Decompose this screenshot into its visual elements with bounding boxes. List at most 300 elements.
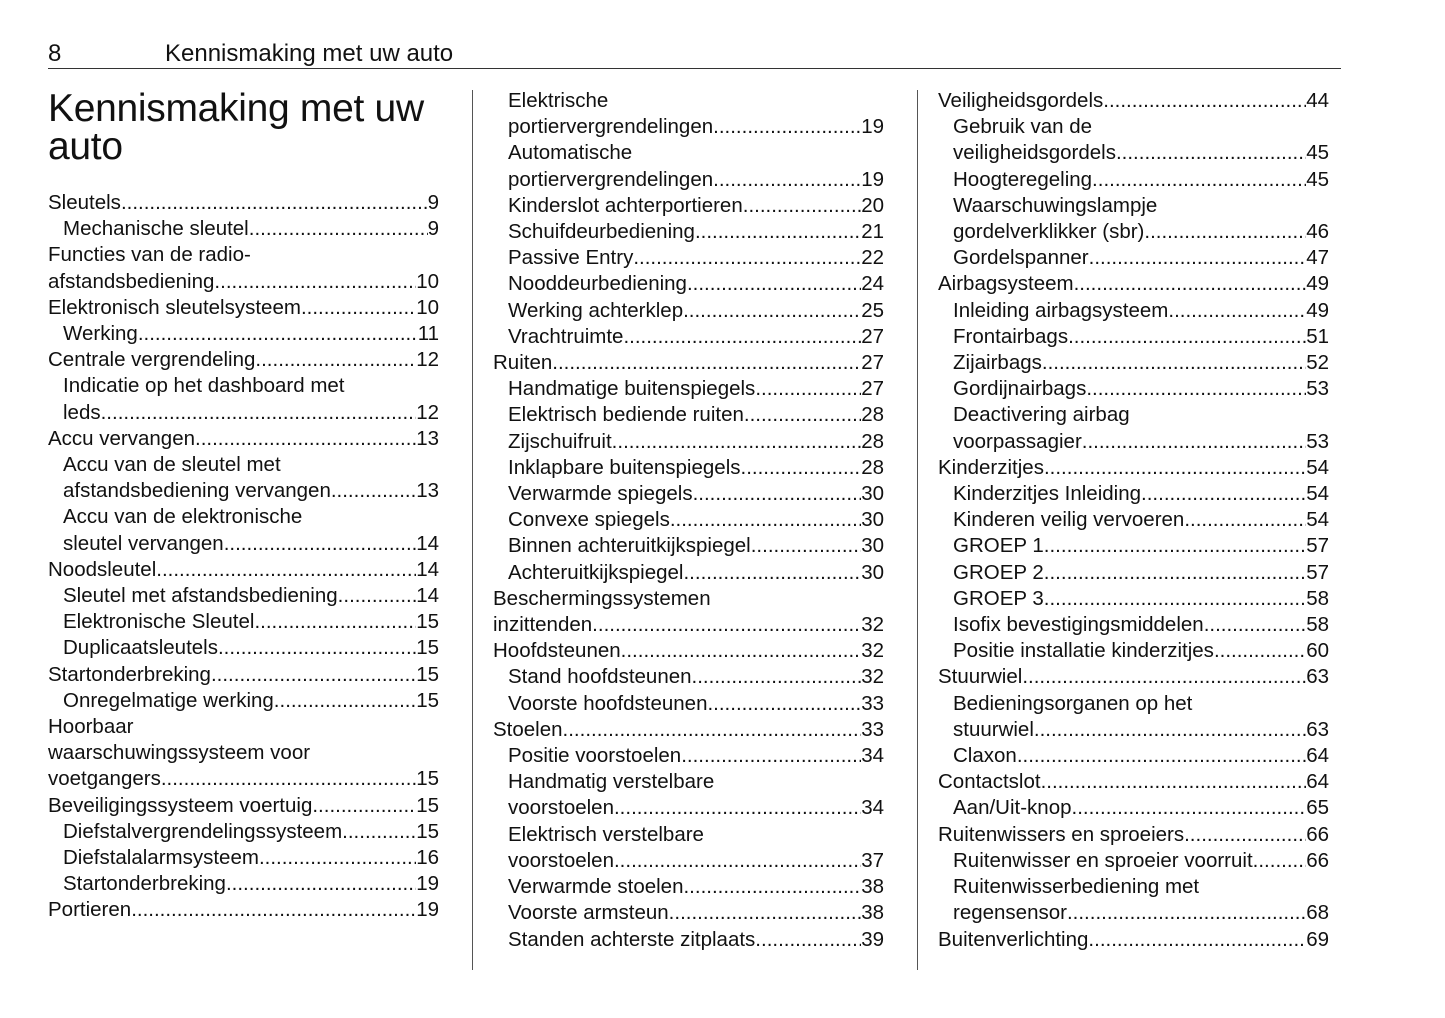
toc-entry[interactable] <box>493 324 884 350</box>
dot-leader <box>1092 167 1306 193</box>
toc-entry[interactable] <box>493 219 884 245</box>
toc-entry-row <box>508 167 884 193</box>
toc-entry-title: leds <box>63 400 101 424</box>
toc-entry-title: Claxon <box>953 744 1017 768</box>
toc-entry-row <box>953 429 1329 455</box>
toc-page-number: 34 <box>861 796 884 820</box>
dot-leader <box>1044 533 1306 559</box>
dot-leader <box>338 583 417 609</box>
toc-entry[interactable] <box>938 271 1329 297</box>
dot-leader <box>552 350 861 376</box>
toc-entry-row <box>953 481 1329 507</box>
dot-leader <box>342 819 416 845</box>
toc-page-number: 15 <box>416 767 439 791</box>
toc-entry-title: gordelverklikker (sbr) <box>953 220 1145 244</box>
toc-entry-row <box>953 298 1329 324</box>
toc-page-number: 25 <box>861 298 884 322</box>
toc-entry-row <box>48 557 439 583</box>
toc-column-3 <box>938 88 1329 953</box>
toc-entry[interactable] <box>48 609 439 635</box>
toc-entry-row <box>508 795 884 821</box>
toc-entry-row <box>63 400 439 426</box>
toc-entry[interactable] <box>493 350 884 376</box>
toc-page-number: 9 <box>427 191 439 214</box>
toc-page-number: 68 <box>1306 901 1329 925</box>
toc-entry-row <box>938 271 1329 297</box>
toc-entry-row <box>953 612 1329 638</box>
toc-entry[interactable] <box>48 426 439 452</box>
dot-leader <box>131 897 416 923</box>
toc-entry[interactable] <box>938 795 1329 821</box>
toc-entry-row <box>63 845 439 871</box>
toc-entry-row <box>508 743 884 769</box>
dot-leader <box>741 455 862 481</box>
toc-entry[interactable] <box>938 586 1329 612</box>
toc-page-number: 12 <box>416 348 439 372</box>
toc-entry[interactable] <box>938 533 1329 559</box>
toc-page-number: 33 <box>861 691 884 715</box>
toc-page-number: 45 <box>1306 167 1329 191</box>
toc-entry[interactable] <box>493 743 884 769</box>
toc-entry[interactable] <box>938 664 1329 690</box>
toc-entry[interactable] <box>48 583 439 609</box>
toc-entry-row <box>953 324 1329 350</box>
toc-entry-title: Schuifdeurbediening <box>508 220 695 244</box>
toc-entry[interactable] <box>493 560 884 586</box>
toc-entry[interactable] <box>493 402 884 428</box>
toc-entry-row <box>953 507 1329 533</box>
toc-entry-title: Buitenverlichting <box>938 927 1089 951</box>
dot-leader <box>224 531 417 557</box>
toc-entry[interactable] <box>48 897 439 923</box>
dot-leader <box>612 429 862 455</box>
toc-entry[interactable] <box>48 216 439 242</box>
dot-leader <box>623 324 861 350</box>
toc-page-number: 13 <box>416 479 439 503</box>
dot-leader <box>681 743 861 769</box>
toc-entry-row <box>48 793 439 819</box>
toc-entry[interactable] <box>493 586 884 638</box>
toc-page-number: 32 <box>861 665 884 689</box>
toc-entry-title: GROEP 1 <box>953 534 1044 558</box>
toc-entry-title: Mechanische sleutel <box>63 217 249 241</box>
dot-leader <box>695 219 861 245</box>
dot-leader <box>693 481 862 507</box>
dot-leader <box>214 269 416 295</box>
toc-entry[interactable] <box>938 298 1329 324</box>
dot-leader <box>249 216 428 242</box>
toc-entry-row <box>63 609 439 635</box>
toc-entry-text-line: Accu van de elektronische <box>63 505 303 529</box>
toc-entry[interactable] <box>493 874 884 900</box>
toc-entry[interactable] <box>493 140 884 192</box>
toc-entry[interactable] <box>938 638 1329 664</box>
toc-entry-title: Elektronische Sleutel <box>63 610 255 634</box>
toc-page-number: 53 <box>1306 429 1329 453</box>
toc-entry-row <box>508 324 884 350</box>
dot-leader <box>121 190 428 216</box>
toc-entry-title: Werking <box>63 322 138 346</box>
toc-entry[interactable] <box>48 321 439 347</box>
toc-entry[interactable] <box>493 429 884 455</box>
toc-entry-row <box>953 245 1329 271</box>
toc-page-number: 57 <box>1306 534 1329 558</box>
toc-entry-row <box>953 219 1329 245</box>
dot-leader <box>633 245 861 271</box>
toc-entry-row <box>508 402 884 428</box>
toc-entry-row <box>48 426 439 452</box>
toc-entry-title: Handmatige buitenspiegels <box>508 377 756 401</box>
toc-entry[interactable] <box>938 743 1329 769</box>
dot-leader <box>195 426 416 452</box>
toc-page-number: 10 <box>416 269 439 293</box>
toc-entry[interactable] <box>493 193 884 219</box>
toc-page-number: 19 <box>416 898 439 922</box>
toc-entry-title: Aan/Uit-knop <box>953 796 1072 820</box>
toc-entry-title: Ruiten <box>493 351 553 375</box>
running-header <box>48 40 1341 68</box>
toc-entry-row <box>493 638 884 664</box>
toc-entry-title: voorstoelen <box>508 796 614 820</box>
toc-entry-title: portiervergrendelingen <box>508 115 714 139</box>
toc-entry-title: Elektronisch sleutelsysteem <box>48 295 301 319</box>
dot-leader <box>255 347 416 373</box>
toc-entry-row <box>508 271 884 297</box>
toc-entry-title: Accu vervangen <box>48 426 196 450</box>
toc-entry[interactable] <box>938 402 1329 454</box>
toc-entry-title: voorstoelen <box>508 848 614 872</box>
toc-entry[interactable] <box>938 507 1329 533</box>
toc-entry[interactable] <box>938 822 1329 848</box>
toc-entry-row <box>508 874 884 900</box>
toc-entry-row <box>938 927 1329 953</box>
toc-entry-text-line: Indicatie op het dashboard met <box>63 374 345 398</box>
toc-entry-title: Werking achterklep <box>508 298 684 322</box>
toc-page-number: 38 <box>861 875 884 899</box>
toc-column-1 <box>48 88 439 924</box>
toc-entry[interactable] <box>938 691 1329 743</box>
toc-entry-title: inzittenden <box>493 613 593 637</box>
toc-entry[interactable] <box>938 769 1329 795</box>
dot-leader <box>254 609 416 635</box>
toc-entry[interactable] <box>493 245 884 271</box>
dot-leader <box>713 167 861 193</box>
toc-entry[interactable] <box>48 819 439 845</box>
toc-page-number: 34 <box>861 744 884 768</box>
toc-entry-row <box>63 635 439 661</box>
dot-leader <box>1034 717 1306 743</box>
dot-leader <box>755 927 861 953</box>
toc-entry[interactable] <box>938 612 1329 638</box>
toc-entry-row <box>48 662 439 688</box>
toc-entry[interactable] <box>938 481 1329 507</box>
toc-entry-title: Stand hoofdsteunen <box>508 665 692 689</box>
dot-leader <box>755 376 861 402</box>
toc-entry[interactable] <box>493 507 884 533</box>
toc-page-number: 14 <box>416 584 439 608</box>
toc-entry-row <box>63 321 439 347</box>
toc-page-number: 45 <box>1306 141 1329 165</box>
toc-page-number: 69 <box>1306 927 1329 951</box>
toc-page-number: 46 <box>1306 220 1329 244</box>
toc-page-number: 15 <box>416 610 439 634</box>
dot-leader <box>707 691 861 717</box>
toc-entry[interactable] <box>48 242 439 294</box>
toc-entry-title: Portieren <box>48 898 132 922</box>
toc-entry[interactable] <box>938 193 1329 245</box>
dot-leader <box>751 533 861 559</box>
toc-entry-row <box>508 429 884 455</box>
toc-entry-title: Nooddeurbediening <box>508 272 687 296</box>
toc-page-number: 22 <box>861 246 884 270</box>
dot-leader <box>101 400 417 426</box>
toc-entry[interactable] <box>938 167 1329 193</box>
toc-entry-row <box>508 245 884 271</box>
toc-entry-title: afstandsbediening <box>48 269 215 293</box>
toc-entry-title: GROEP 2 <box>953 560 1044 584</box>
toc-entry[interactable] <box>493 927 884 953</box>
toc-entry-row <box>508 298 884 324</box>
toc-page-number: 58 <box>1306 613 1329 637</box>
toc-page-number: 64 <box>1306 770 1329 794</box>
toc-entry[interactable] <box>493 88 884 140</box>
toc-page-number: 53 <box>1306 377 1329 401</box>
dot-leader <box>683 298 861 324</box>
toc-page-number: 49 <box>1306 298 1329 322</box>
toc-entry-title: stuurwiel <box>953 717 1034 741</box>
dot-leader <box>274 688 416 714</box>
toc-entry[interactable] <box>493 822 884 874</box>
toc-page-number: 33 <box>861 717 884 741</box>
dot-leader <box>1253 848 1307 874</box>
toc-entry-row <box>508 507 884 533</box>
toc-entry-title: Kinderslot achterportieren <box>508 193 743 217</box>
toc-entry-title: Sleutels <box>48 191 121 214</box>
toc-entry-title: Zijschuifruit <box>508 429 612 453</box>
dot-leader <box>621 638 862 664</box>
toc-entry-row <box>938 455 1329 481</box>
toc-page-number: 27 <box>861 324 884 348</box>
toc-entry[interactable] <box>493 533 884 559</box>
toc-entry[interactable] <box>493 376 884 402</box>
toc-page-number: 60 <box>1306 639 1329 663</box>
toc-entry-title: Inleiding airbagsysteem <box>953 298 1169 322</box>
dot-leader <box>614 848 861 874</box>
toc-entry[interactable] <box>493 717 884 743</box>
toc-entry[interactable] <box>493 664 884 690</box>
toc-entry-row <box>953 533 1329 559</box>
toc-page-number: 19 <box>861 167 884 191</box>
toc-entry[interactable] <box>938 88 1329 114</box>
toc-page-number: 54 <box>1306 508 1329 532</box>
toc-entry-row <box>493 612 884 638</box>
toc-entry-title: sleutel vervangen <box>63 531 224 555</box>
toc-entry-title: Noodsleutel <box>48 557 157 581</box>
toc-page-number: 66 <box>1306 848 1329 872</box>
toc-page-number: 38 <box>861 901 884 925</box>
toc-entry-row <box>508 193 884 219</box>
toc-entry[interactable] <box>493 298 884 324</box>
toc-page-number: 15 <box>416 662 439 686</box>
toc-entry[interactable] <box>493 900 884 926</box>
toc-page-number: 12 <box>416 400 439 424</box>
toc-entry-row <box>953 140 1329 166</box>
dot-leader <box>1116 140 1306 166</box>
toc-entry[interactable] <box>938 324 1329 350</box>
toc-entry[interactable] <box>48 295 439 321</box>
toc-entry[interactable] <box>48 452 439 504</box>
toc-entry-title: Verwarmde stoelen <box>508 875 684 899</box>
toc-entry-title: Beveiligingssysteem voertuig <box>48 793 313 817</box>
toc-page-number: 30 <box>861 482 884 506</box>
toc-entry-row <box>508 219 884 245</box>
toc-entry[interactable] <box>48 347 439 373</box>
dot-leader <box>1067 900 1306 926</box>
toc-entry-title: Stoelen <box>493 717 563 741</box>
toc-page-number: 19 <box>416 872 439 896</box>
dot-leader <box>1017 743 1306 769</box>
toc-entry-title: Inklapbare buitenspiegels <box>508 455 741 479</box>
dot-leader <box>301 295 416 321</box>
dot-leader <box>1088 927 1306 953</box>
dot-leader <box>1068 324 1306 350</box>
dot-leader <box>161 766 416 792</box>
toc-entry-row <box>953 743 1329 769</box>
toc-page-number: 37 <box>861 848 884 872</box>
dot-leader <box>687 271 861 297</box>
toc-entry-title: Achteruitkijkspiegel <box>508 560 684 584</box>
dot-leader <box>592 612 861 638</box>
toc-entry-text-line: Beschermingssystemen <box>493 586 711 610</box>
toc-entry[interactable] <box>48 845 439 871</box>
toc-entry-text-line: Deactivering airbag <box>953 403 1130 427</box>
toc-column-2 <box>493 88 884 953</box>
toc-page-number: 15 <box>416 819 439 843</box>
toc-entry-title: Ruitenwissers en sproeiers <box>938 822 1185 846</box>
toc-page-number: 30 <box>861 534 884 558</box>
toc-entry-title: regensensor <box>953 901 1067 925</box>
toc-page-number: 16 <box>416 846 439 870</box>
toc-entry-text-line: Elektrisch verstelbare <box>508 822 704 846</box>
toc-entry[interactable] <box>48 871 439 897</box>
toc-entry-title: Passive Entry <box>508 246 634 270</box>
toc-entry-text-line: Gebruik van de <box>953 115 1093 139</box>
toc-entry-text-line: waarschuwingssysteem voor <box>48 741 311 765</box>
dot-leader <box>1042 350 1306 376</box>
toc-entry[interactable] <box>938 350 1329 376</box>
toc-entry-text-line: Ruitenwisserbediening met <box>953 875 1200 899</box>
toc-entry-row <box>63 871 439 897</box>
toc-entry[interactable] <box>48 688 439 714</box>
toc-entry[interactable] <box>493 271 884 297</box>
toc-page-number: 27 <box>861 351 884 375</box>
toc-entry-row <box>48 295 439 321</box>
toc-entry[interactable] <box>493 638 884 664</box>
toc-entry-text-line: Accu van de sleutel met <box>63 453 281 477</box>
toc-page-number: 14 <box>416 557 439 581</box>
toc-entry-title: Convexe spiegels <box>508 508 670 532</box>
toc-entry-row <box>938 664 1329 690</box>
toc-entry-text-line: Bedieningsorganen op het <box>953 691 1193 715</box>
toc-entry-title: Positie installatie kinderzitjes <box>953 639 1214 663</box>
toc-page-number: 54 <box>1306 482 1329 506</box>
toc-entry[interactable] <box>48 190 439 216</box>
toc-entry[interactable] <box>48 793 439 819</box>
toc-page-number: 52 <box>1306 351 1329 375</box>
toc-entry-text-line: Waarschuwingslampje <box>953 193 1158 217</box>
toc-page-number: 14 <box>416 531 439 555</box>
toc-entry-row <box>508 376 884 402</box>
toc-entry-text-line: Elektrische <box>508 89 609 112</box>
dot-leader <box>563 717 862 743</box>
toc-entry-title: Startonderbreking <box>48 662 211 686</box>
toc-entry[interactable] <box>938 927 1329 953</box>
toc-entry-text-line: Hoorbaar <box>48 715 134 739</box>
dot-leader <box>1044 455 1306 481</box>
toc-entry[interactable] <box>938 848 1329 874</box>
dot-leader <box>1082 429 1306 455</box>
toc-page-number: 47 <box>1306 246 1329 270</box>
dot-leader <box>683 874 861 900</box>
toc-entry-title: Kinderzitjes Inleiding <box>953 482 1142 506</box>
toc-entry-row <box>48 766 439 792</box>
dot-leader <box>1103 88 1306 114</box>
toc-entry[interactable] <box>48 373 439 425</box>
toc-entry-row <box>953 376 1329 402</box>
toc-entry[interactable] <box>48 504 439 556</box>
dot-leader <box>1204 612 1306 638</box>
dot-leader <box>1044 586 1306 612</box>
toc-entry[interactable] <box>48 662 439 688</box>
toc-entry[interactable] <box>938 455 1329 481</box>
toc-entry[interactable] <box>48 557 439 583</box>
dot-leader <box>1041 769 1307 795</box>
toc-entry-title: Veiligheidsgordels <box>938 89 1104 112</box>
dot-leader <box>138 321 418 347</box>
toc-entry-title: Elektrisch bediende ruiten <box>508 403 744 427</box>
toc-entry[interactable] <box>493 455 884 481</box>
toc-entry[interactable] <box>48 635 439 661</box>
column-divider <box>917 90 918 970</box>
toc-page-number: 28 <box>861 429 884 453</box>
toc-entry-title: Onregelmatige werking <box>63 688 274 712</box>
toc-entry[interactable] <box>938 560 1329 586</box>
toc-entry[interactable] <box>493 691 884 717</box>
toc-entry-title: Sleutel met afstandsbediening <box>63 584 338 608</box>
toc-entry-title: Gordijnairbags <box>953 377 1087 401</box>
toc-entry-row <box>508 114 884 140</box>
toc-entry[interactable] <box>938 874 1329 926</box>
toc-page-number: 63 <box>1306 665 1329 689</box>
toc-entry-row <box>48 897 439 923</box>
toc-entry[interactable] <box>493 769 884 821</box>
dot-leader <box>670 507 861 533</box>
toc-page-number: 21 <box>861 220 884 244</box>
toc-entry-title: Diefstalvergrendelingssysteem <box>63 819 343 843</box>
toc-entry-row <box>953 638 1329 664</box>
toc-page-number: 20 <box>861 193 884 217</box>
toc-entry[interactable] <box>938 376 1329 402</box>
toc-entry-title: Binnen achteruitkijkspiegel <box>508 534 751 558</box>
section-title: Kennismaking met uw auto <box>48 87 424 168</box>
dot-leader <box>1044 560 1306 586</box>
toc-entry[interactable] <box>493 481 884 507</box>
toc-entry-title: voorpassagier <box>953 429 1082 453</box>
toc-entry[interactable] <box>48 714 439 793</box>
toc-entry[interactable] <box>938 114 1329 166</box>
toc-entry[interactable] <box>938 245 1329 271</box>
toc-entry-row <box>508 691 884 717</box>
